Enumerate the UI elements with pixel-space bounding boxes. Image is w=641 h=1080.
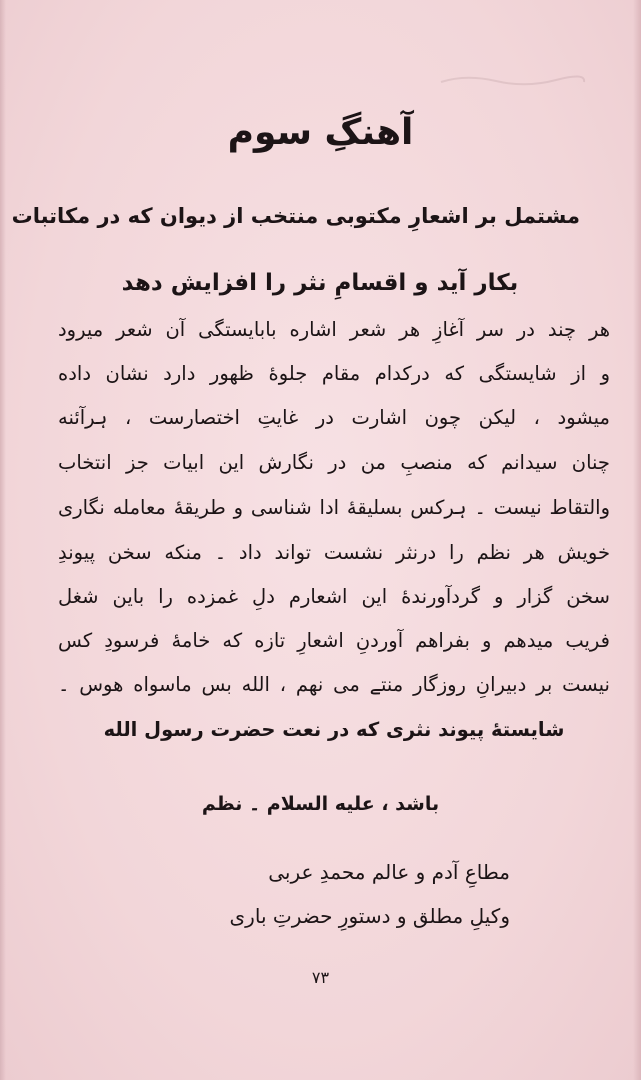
paragraph-line-2: و از شایستگی که درکدام مقام جلوهٔ ظهور دارد نشان داده xyxy=(58,362,610,385)
section-intro-line: شایستهٔ پیوند نثری که در نعت حضرت رسول الله xyxy=(103,718,565,741)
page-left-edge-shadow xyxy=(0,0,6,1080)
paragraph-line-3: میشود ، لیکن چون اشارت در غایتِ اختصارست ، ہرآئنه xyxy=(58,406,610,429)
subheading-line-1: مشتمل بر اشعارِ مکتوبی منتخب از دیوان که در مکاتبات xyxy=(11,204,580,228)
verse-line-1: مطاعِ آدم و عالم محمدِ عربی xyxy=(268,860,510,884)
bleed-through-mark xyxy=(436,72,586,88)
page-number: ۷۳ xyxy=(311,968,330,987)
verse-line-2: وکیلِ مطلق و دستورِ حضرتِ باری xyxy=(229,904,510,928)
paragraph-line-8: فریب میدهم و بفراهم آوردنِ اشعارِ تازه که خامهٔ فرسودِ کس xyxy=(58,629,610,652)
paragraph-line-5: والتقاط نیست ۔ ہرکس بسلیقهٔ ادا شناسی و طریقهٔ معامله نگاری xyxy=(58,496,610,519)
paragraph-line-1: هر چند در سر آغازِ هر شعر اشاره بابایستگی آن شعر میرود xyxy=(58,318,610,341)
poem-title: باشد ، علیه السلام ۔ نظم xyxy=(201,793,440,815)
paragraph-line-7: سخن گزار و گردآورندهٔ این اشعارم دلِ غمزده را باین شغل xyxy=(58,585,610,608)
page-right-edge-shadow xyxy=(633,0,641,1080)
paragraph-line-4: چنان سیدانم که منصبِ من در نگارش این ابیات جز انتخاب xyxy=(58,451,610,474)
paragraph-line-9: نیست بر دبیرانِ روزگار منتے می نهم ، الله بس ماسواه هوس ۔ xyxy=(58,673,610,696)
chapter-heading: آهنگِ سوم xyxy=(227,112,414,153)
paragraph-line-6: خویش هر نظم را درنثر نشست تواند داد ۔ منکه سخن پیوندِ xyxy=(58,541,610,564)
subheading-line-2: بکار آید و اقسامِ نثر را افزایش دهد xyxy=(121,270,519,296)
